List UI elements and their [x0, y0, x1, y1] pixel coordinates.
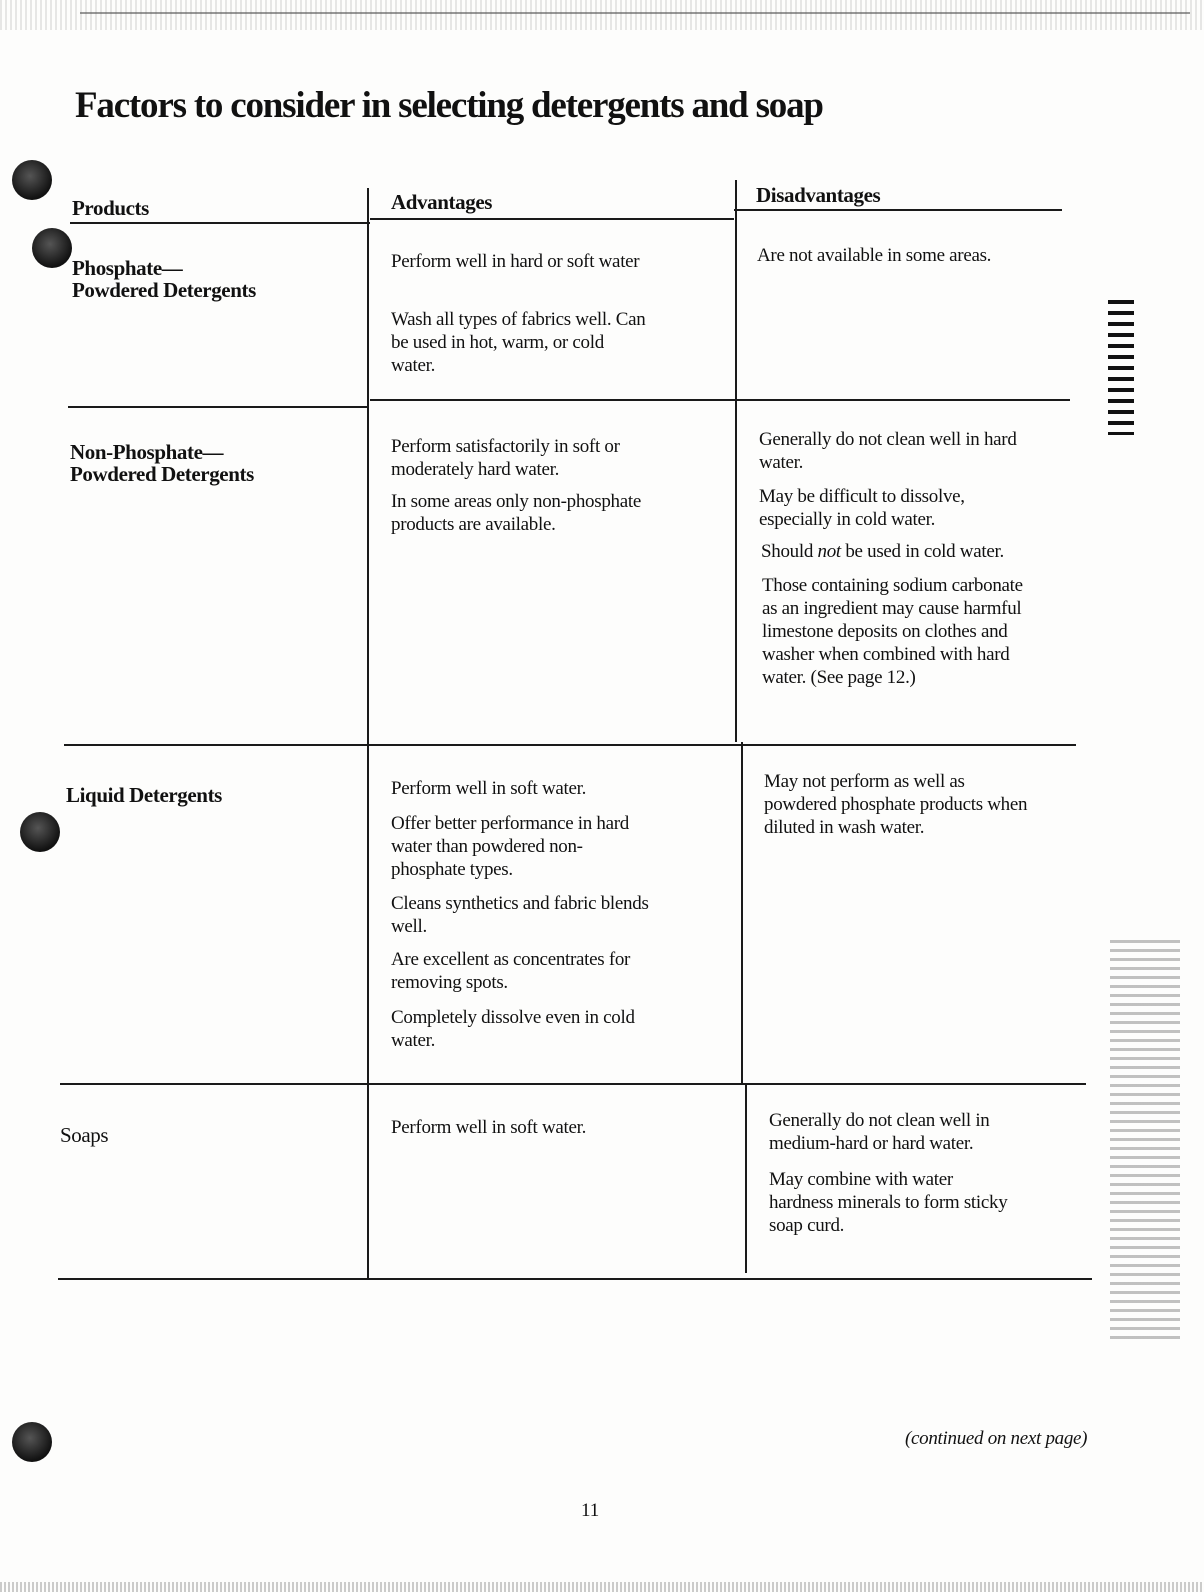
product-name-line: Phosphate—	[72, 256, 183, 280]
index-tab-marks	[1108, 300, 1134, 435]
header-rule	[734, 209, 1062, 211]
advantage-text: Perform satisfactorily in soft or moderately hard water.	[391, 436, 620, 480]
binder-hole	[32, 228, 72, 268]
binder-hole	[12, 1422, 52, 1462]
advantage-text: Are excellent as concentrates for removing spots.	[391, 949, 631, 993]
header-rule	[70, 222, 370, 224]
row-divider	[60, 1083, 1086, 1085]
column-header-disadvantages: Disadvantages	[756, 183, 881, 207]
text-run: Should	[761, 541, 814, 562]
disadvantage-text: Are not available in some areas.	[757, 245, 992, 266]
disadvantage-text: Generally do not clean well in hard water.	[759, 429, 1017, 473]
column-header-products: Products	[72, 196, 149, 220]
binder-hole	[20, 812, 60, 852]
disadvantage-text: May be difficult to dissolve, especially in cold water.	[759, 486, 965, 530]
scan-edge-top	[0, 0, 1204, 30]
row-divider	[64, 744, 1076, 746]
column-divider	[745, 1083, 747, 1273]
disadvantage-text	[761, 540, 1061, 563]
column-divider	[367, 188, 369, 1280]
header-rule	[370, 218, 734, 220]
continued-note: (continued on next page)	[905, 1428, 1088, 1449]
product-name-line: Powdered Detergents	[70, 462, 254, 486]
column-header-advantages: Advantages	[391, 190, 493, 214]
product-name	[70, 441, 254, 485]
product-name	[60, 1124, 108, 1146]
row-divider	[370, 399, 1070, 401]
page-title: Factors to consider in selecting detergents and soap	[75, 85, 823, 126]
advantage-text: Perform well in soft water.	[391, 778, 587, 799]
disadvantage-text: May not perform as well as powdered phosphate products when diluted in wash water.	[764, 771, 1028, 838]
advantage-text: Cleans synthetics and fabric blends well.	[391, 893, 649, 937]
advantage-text: Completely dissolve even in cold water.	[391, 1007, 635, 1051]
scan-edge-bottom	[0, 1582, 1204, 1592]
advantage-text: In some areas only non-phosphate products are available.	[391, 491, 641, 535]
advantage-text: Perform well in hard or soft water	[391, 251, 640, 272]
table-bottom-rule	[58, 1278, 1092, 1280]
row-divider	[68, 406, 368, 408]
disadvantage-text: May combine with water hardness minerals to form sticky soap curd.	[769, 1169, 1008, 1236]
text-run: be used in cold water.	[845, 541, 1004, 562]
advantage-text: Offer better performance in hard water than powdered non-phosphate types.	[391, 813, 629, 880]
scan-side-strip	[1110, 940, 1180, 1340]
product-name	[66, 784, 222, 806]
emphasis-text: not	[817, 541, 841, 562]
product-name	[72, 257, 256, 301]
binder-hole	[12, 160, 52, 200]
disadvantage-text: Those containing sodium carbonate as an ingredient may cause harmful limestone deposits on clothes and washer when combined with hard water. (See page 12.)	[762, 575, 1023, 688]
column-divider	[741, 742, 743, 1084]
product-name-line: Soaps	[60, 1123, 109, 1147]
advantage-text: Wash all types of fabrics well. Can be used in hot, warm, or cold water.	[391, 309, 646, 376]
disadvantage-text: Generally do not clean well in medium-hard or hard water.	[769, 1110, 990, 1154]
scan-line-top	[80, 12, 1190, 14]
advantage-text: Perform well in soft water.	[391, 1117, 587, 1138]
product-name-line: Powdered Detergents	[72, 278, 256, 302]
product-name-line: Non-Phosphate—	[70, 440, 224, 464]
column-divider	[735, 180, 737, 742]
product-name-line: Liquid Detergents	[66, 783, 222, 807]
page-number: 11	[581, 1500, 600, 1521]
